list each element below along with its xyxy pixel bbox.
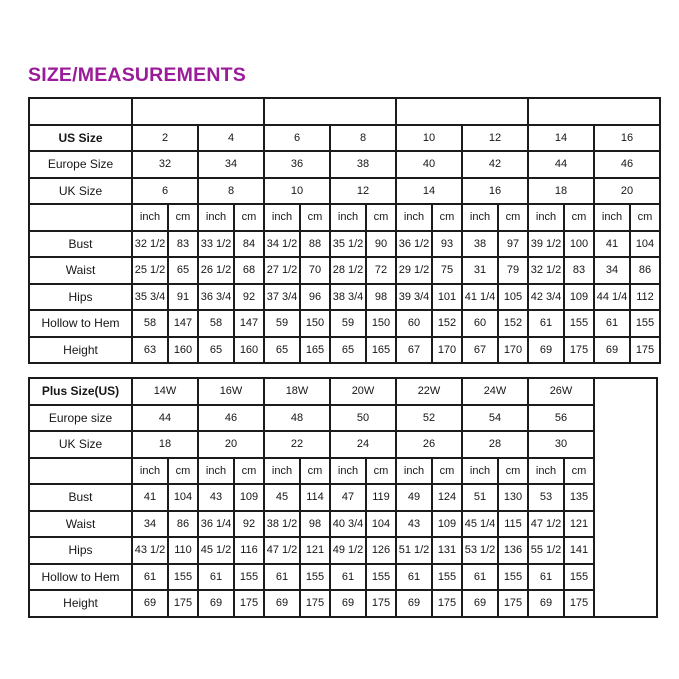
table-cell: 41 [132, 484, 168, 511]
table-cell: 69 [198, 590, 234, 617]
table-cell: 40 [396, 151, 462, 178]
table-cell: 2 [132, 125, 198, 152]
empty-tail-cell [594, 378, 657, 617]
table-cell: inch [264, 204, 300, 231]
table-cell: 175 [300, 590, 330, 617]
table-cell: 49 1/2 [330, 537, 366, 564]
table-cell: cm [564, 204, 594, 231]
table-cell: 50 [330, 405, 396, 432]
table-cell: 35 1/2 [330, 231, 366, 258]
table-cell: 18 [132, 431, 198, 458]
table-cell: cm [498, 204, 528, 231]
table-cell: 93 [432, 231, 462, 258]
table-cell: 26W [528, 378, 594, 405]
table-cell: 26 [396, 431, 462, 458]
row-label: Plus Size(US) [29, 378, 132, 405]
table-cell: inch [132, 204, 168, 231]
table-cell: 170 [432, 337, 462, 364]
table-row [29, 484, 657, 511]
table-cell: inch [198, 458, 234, 485]
table-cell: inch [330, 204, 366, 231]
table-cell: 69 [528, 590, 564, 617]
table-cell: 16 [594, 125, 660, 152]
table-cell: 160 [234, 337, 264, 364]
table-cell: 155 [300, 564, 330, 591]
table-cell: 104 [366, 511, 396, 538]
table-cell: 136 [498, 537, 528, 564]
table-cell: 131 [432, 537, 462, 564]
table-cell: 4 [198, 125, 264, 152]
table-cell: 165 [366, 337, 396, 364]
table-cell: 86 [630, 257, 660, 284]
table-cell: 175 [498, 590, 528, 617]
table-cell: inch [330, 458, 366, 485]
table-cell: 28 [462, 431, 528, 458]
table-cell: 36 [264, 151, 330, 178]
table-cell: 47 1/2 [528, 511, 564, 538]
table-cell: cm [234, 458, 264, 485]
row-label: UK Size [29, 178, 132, 205]
table-cell: 18W [264, 378, 330, 405]
table-cell: 83 [564, 257, 594, 284]
table-cell: 36 3/4 [198, 284, 234, 311]
table-cell: 53 1/2 [462, 537, 498, 564]
table-cell: 53 [528, 484, 564, 511]
table-cell: 175 [630, 337, 660, 364]
table-cell: 155 [168, 564, 198, 591]
table-cell: cm [630, 204, 660, 231]
table-row [29, 405, 657, 432]
table-cell: 175 [564, 337, 594, 364]
empty-label-cell [29, 98, 132, 125]
table-cell: 69 [330, 590, 366, 617]
table-cell: 54 [462, 405, 528, 432]
table-cell: cm [498, 458, 528, 485]
table-cell: 155 [564, 310, 594, 337]
table-cell: 155 [564, 564, 594, 591]
table-cell: cm [564, 458, 594, 485]
table-cell: 16 [462, 178, 528, 205]
row-label: Hollow to Hem [29, 310, 132, 337]
table-cell: 90 [366, 231, 396, 258]
table-cell: 58 [132, 310, 168, 337]
table-cell: 75 [432, 257, 462, 284]
table-cell: 41 1/4 [462, 284, 498, 311]
table-cell: 92 [234, 284, 264, 311]
table-cell: 43 [396, 511, 432, 538]
table-cell: 126 [366, 537, 396, 564]
table-cell: 109 [234, 484, 264, 511]
table-cell: 24 [330, 431, 396, 458]
table-cell: 175 [366, 590, 396, 617]
row-label: Hollow to Hem [29, 564, 132, 591]
table-cell: 175 [168, 590, 198, 617]
table-cell: 40 3/4 [330, 511, 366, 538]
table-cell: cm [366, 204, 396, 231]
table-cell: 61 [132, 564, 168, 591]
table-cell: cm [168, 458, 198, 485]
table-cell: 58 [198, 310, 234, 337]
table-cell: 61 [594, 310, 630, 337]
table-row [29, 125, 660, 152]
table-cell: 41 [594, 231, 630, 258]
table-cell: cm [300, 458, 330, 485]
table-cell: 34 1/2 [264, 231, 300, 258]
table-cell: 65 [330, 337, 366, 364]
table-cell: 32 1/2 [132, 231, 168, 258]
table-cell: 160 [168, 337, 198, 364]
table-cell: 105 [498, 284, 528, 311]
table-cell: inch [396, 204, 432, 231]
table-cell: 45 1/4 [462, 511, 498, 538]
table-cell: 51 [462, 484, 498, 511]
table-cell: 44 1/4 [594, 284, 630, 311]
table-cell: 61 [528, 310, 564, 337]
table-cell: 14 [528, 125, 594, 152]
table-cell: 27 1/2 [264, 257, 300, 284]
table-cell: 30 [528, 431, 594, 458]
row-label: US Size [29, 125, 132, 152]
table-cell: 155 [432, 564, 462, 591]
table-cell: 150 [300, 310, 330, 337]
empty-label-cell [29, 204, 132, 231]
table-row [29, 178, 660, 205]
table-cell: 83 [168, 231, 198, 258]
table-cell: 175 [564, 590, 594, 617]
page-title: SIZE/MEASUREMENTS [28, 64, 246, 86]
table-cell: 8 [198, 178, 264, 205]
table-cell: 20 [594, 178, 660, 205]
table-cell: 115 [498, 511, 528, 538]
table-cell: 119 [366, 484, 396, 511]
table-cell: 6 [132, 178, 198, 205]
table-cell: 45 1/2 [198, 537, 234, 564]
table-cell: 104 [168, 484, 198, 511]
table-cell: 36 1/4 [198, 511, 234, 538]
table-cell: 45 [264, 484, 300, 511]
row-label: Europe size [29, 405, 132, 432]
table-cell: 46 [198, 405, 264, 432]
table-cell: 56 [528, 405, 594, 432]
table-cell: inch [528, 204, 564, 231]
table-cell: 47 [330, 484, 366, 511]
table-cell: 12 [462, 125, 528, 152]
table-cell: 18 [528, 178, 594, 205]
table-row [29, 257, 660, 284]
table-cell: 152 [432, 310, 462, 337]
table-cell: 24W [462, 378, 528, 405]
table-cell: 110 [168, 537, 198, 564]
table-cell: 38 [330, 151, 396, 178]
empty-cell [528, 98, 660, 125]
table-cell: 59 [264, 310, 300, 337]
table-cell: 26 1/2 [198, 257, 234, 284]
table-row [29, 590, 657, 617]
table-cell: inch [462, 204, 498, 231]
table-cell: 65 [198, 337, 234, 364]
row-label: Waist [29, 511, 132, 538]
empty-label-cell [29, 458, 132, 485]
row-label: UK Size [29, 431, 132, 458]
table-cell: 61 [198, 564, 234, 591]
table-cell: 61 [396, 564, 432, 591]
table-cell: 10 [264, 178, 330, 205]
table-cell: 67 [462, 337, 498, 364]
table-cell: 12 [330, 178, 396, 205]
table-cell: 70 [300, 257, 330, 284]
row-label: Waist [29, 257, 132, 284]
table-cell: 112 [630, 284, 660, 311]
table-cell: 116 [234, 537, 264, 564]
table-cell: 170 [498, 337, 528, 364]
table-cell: 42 [462, 151, 528, 178]
table-cell: cm [234, 204, 264, 231]
table-cell: 69 [462, 590, 498, 617]
table-cell: 65 [264, 337, 300, 364]
table-cell: inch [528, 458, 564, 485]
table-cell: 42 3/4 [528, 284, 564, 311]
table-row [29, 231, 660, 258]
table-cell: 32 1/2 [528, 257, 564, 284]
table-cell: inch [462, 458, 498, 485]
table-cell: 68 [234, 257, 264, 284]
table-cell: 52 [396, 405, 462, 432]
table-cell: 8 [330, 125, 396, 152]
table-cell: 43 [198, 484, 234, 511]
table-cell: 35 3/4 [132, 284, 168, 311]
table-cell: 34 [594, 257, 630, 284]
row-label: Height [29, 590, 132, 617]
row-label: Height [29, 337, 132, 364]
table-cell: 69 [528, 337, 564, 364]
table-cell: 61 [330, 564, 366, 591]
table-cell: 6 [264, 125, 330, 152]
table-cell: 36 1/2 [396, 231, 432, 258]
table-cell: 46 [594, 151, 660, 178]
table-cell: 28 1/2 [330, 257, 366, 284]
table-cell: 84 [234, 231, 264, 258]
table-cell: 101 [432, 284, 462, 311]
row-label: Hips [29, 284, 132, 311]
table-cell: 152 [498, 310, 528, 337]
table-cell: 88 [300, 231, 330, 258]
table-row [29, 378, 657, 405]
table-cell: 91 [168, 284, 198, 311]
table-cell: cm [300, 204, 330, 231]
table-cell: 39 3/4 [396, 284, 432, 311]
table-cell: 22W [396, 378, 462, 405]
table-row [29, 284, 660, 311]
table-row [29, 151, 660, 178]
table-cell: 39 1/2 [528, 231, 564, 258]
table-cell: 37 3/4 [264, 284, 300, 311]
table-cell: 61 [462, 564, 498, 591]
table-cell: cm [168, 204, 198, 231]
table-cell: 175 [234, 590, 264, 617]
table-cell: 141 [564, 537, 594, 564]
table-cell: 96 [300, 284, 330, 311]
table-cell: 16W [198, 378, 264, 405]
table-cell: 104 [630, 231, 660, 258]
table-cell: 69 [264, 590, 300, 617]
table-cell: 61 [264, 564, 300, 591]
table-cell: 31 [462, 257, 498, 284]
table-cell: 60 [396, 310, 432, 337]
table-cell: inch [594, 204, 630, 231]
table-cell: cm [432, 204, 462, 231]
empty-cell [396, 98, 528, 125]
table-cell: 55 1/2 [528, 537, 564, 564]
table-cell: 109 [432, 511, 462, 538]
table-cell: 67 [396, 337, 432, 364]
table-cell: inch [264, 458, 300, 485]
table-cell: 72 [366, 257, 396, 284]
table-cell: 114 [300, 484, 330, 511]
table-cell: 69 [396, 590, 432, 617]
table-cell: 147 [168, 310, 198, 337]
table-cell: inch [198, 204, 234, 231]
table-row [29, 431, 657, 458]
table-cell: 98 [366, 284, 396, 311]
table-cell: 51 1/2 [396, 537, 432, 564]
table-cell: 63 [132, 337, 168, 364]
table-cell: 34 [198, 151, 264, 178]
table-cell: 124 [432, 484, 462, 511]
table-row [29, 98, 660, 125]
plus-size-table [28, 377, 658, 618]
table-cell: 61 [528, 564, 564, 591]
table-cell: 98 [300, 511, 330, 538]
table-cell: 155 [498, 564, 528, 591]
table-cell: 38 [462, 231, 498, 258]
table-cell: 29 1/2 [396, 257, 432, 284]
table-cell: 38 1/2 [264, 511, 300, 538]
table-cell: 59 [330, 310, 366, 337]
table-cell: 155 [630, 310, 660, 337]
table-cell: 86 [168, 511, 198, 538]
table-row [29, 458, 657, 485]
table-cell: 25 1/2 [132, 257, 168, 284]
table-row [29, 511, 657, 538]
table-cell: 69 [594, 337, 630, 364]
table-cell: inch [132, 458, 168, 485]
table-cell: cm [432, 458, 462, 485]
table-cell: 20 [198, 431, 264, 458]
table-cell: 97 [498, 231, 528, 258]
table-cell: 32 [132, 151, 198, 178]
row-label: Hips [29, 537, 132, 564]
table-cell: 100 [564, 231, 594, 258]
row-label: Bust [29, 484, 132, 511]
table-cell: 175 [432, 590, 462, 617]
table-cell: 34 [132, 511, 168, 538]
table-cell: 43 1/2 [132, 537, 168, 564]
table-row [29, 204, 660, 231]
table-cell: 47 1/2 [264, 537, 300, 564]
table-cell: 22 [264, 431, 330, 458]
row-label: Europe Size [29, 151, 132, 178]
table-cell: 60 [462, 310, 498, 337]
table-cell: 121 [564, 511, 594, 538]
table-cell: 155 [366, 564, 396, 591]
row-label: Bust [29, 231, 132, 258]
table-cell: 33 1/2 [198, 231, 234, 258]
table-cell: 20W [330, 378, 396, 405]
table-row [29, 564, 657, 591]
table-cell: 130 [498, 484, 528, 511]
empty-cell [264, 98, 396, 125]
table-cell: 65 [168, 257, 198, 284]
standard-size-table [28, 97, 661, 364]
table-cell: 155 [234, 564, 264, 591]
table-cell: 14W [132, 378, 198, 405]
table-cell: 69 [132, 590, 168, 617]
table-cell: 165 [300, 337, 330, 364]
table-cell: 48 [264, 405, 330, 432]
table-cell: 10 [396, 125, 462, 152]
table-cell: 44 [132, 405, 198, 432]
table-cell: 14 [396, 178, 462, 205]
table-cell: 135 [564, 484, 594, 511]
table-cell: 49 [396, 484, 432, 511]
table-cell: 109 [564, 284, 594, 311]
table-cell: 147 [234, 310, 264, 337]
table-cell: 79 [498, 257, 528, 284]
table-cell: cm [366, 458, 396, 485]
table-cell: 150 [366, 310, 396, 337]
table-cell: 121 [300, 537, 330, 564]
table-cell: 92 [234, 511, 264, 538]
table-row [29, 537, 657, 564]
table-row [29, 310, 660, 337]
table-cell: 38 3/4 [330, 284, 366, 311]
table-cell: inch [396, 458, 432, 485]
table-cell: 44 [528, 151, 594, 178]
table-row [29, 337, 660, 364]
empty-cell [132, 98, 264, 125]
